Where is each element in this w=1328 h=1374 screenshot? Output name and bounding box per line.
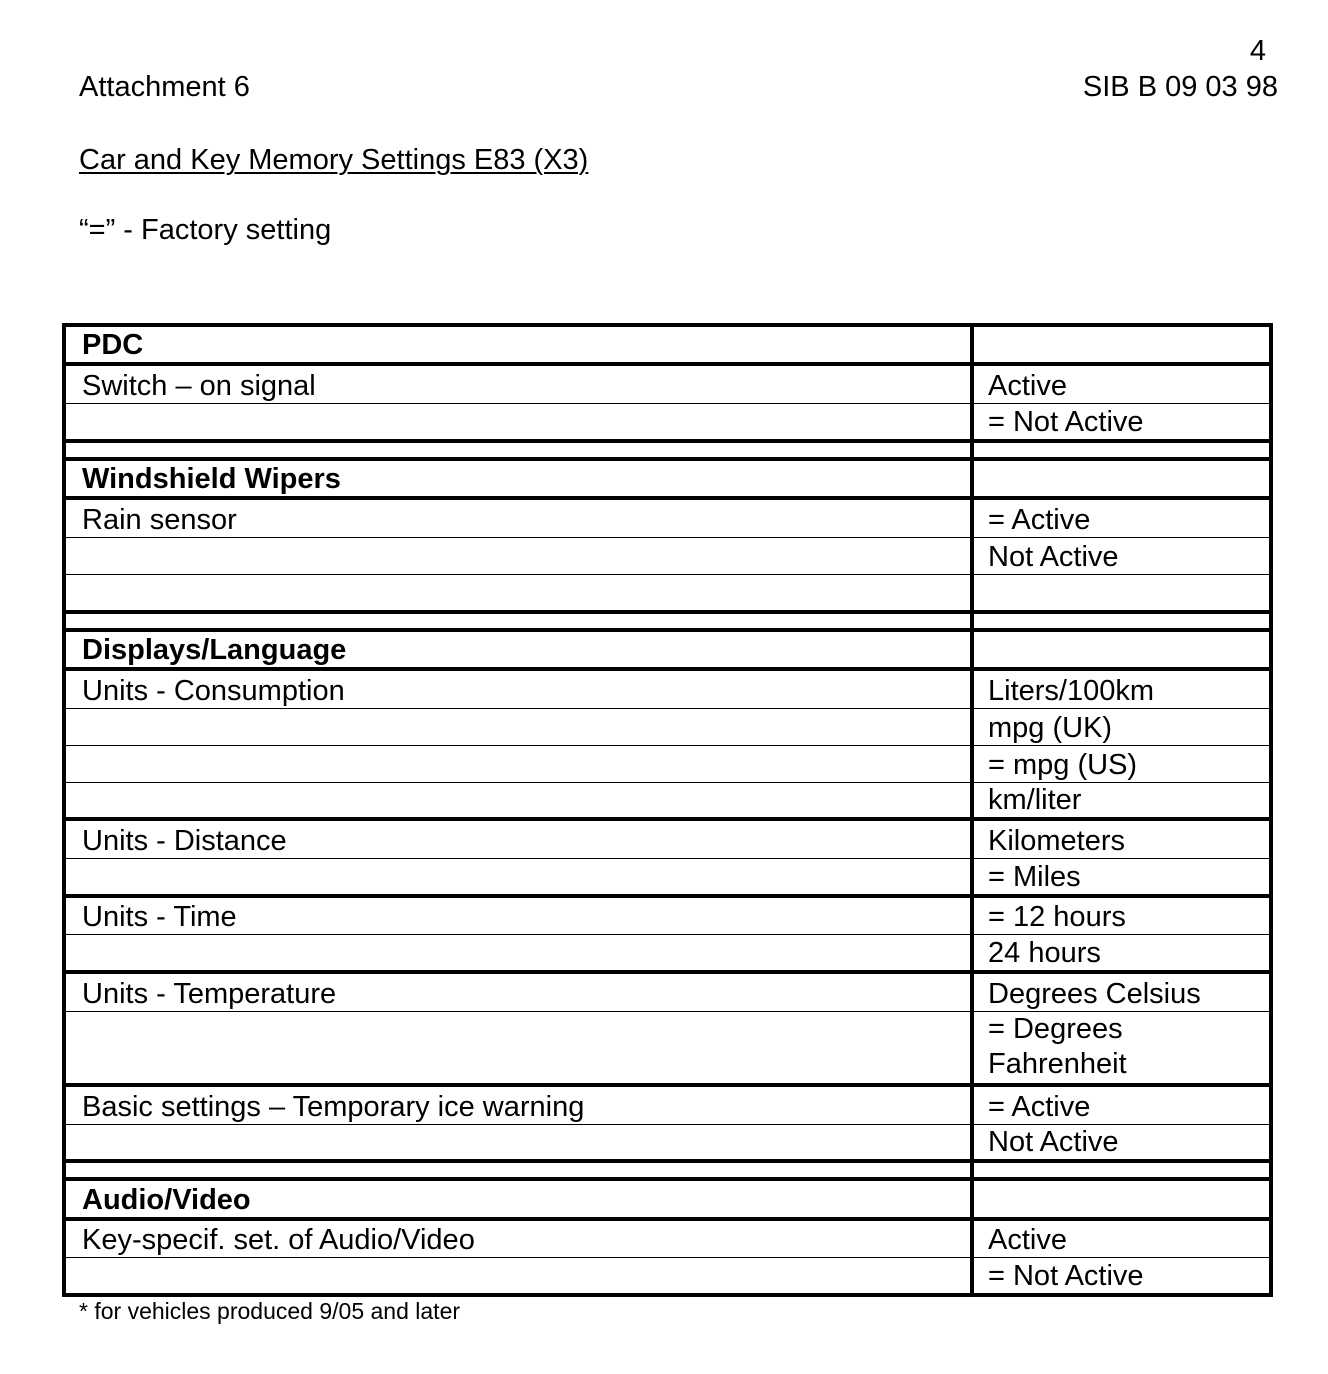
setting-label: Rain sensor	[64, 498, 972, 537]
setting-label: Units - Temperature	[64, 972, 972, 1011]
setting-label	[64, 1011, 972, 1084]
table-row	[64, 538, 1271, 575]
table-row	[64, 498, 1271, 537]
table-row	[64, 669, 1271, 708]
setting-value	[972, 575, 1271, 612]
table-row	[64, 972, 1271, 1011]
setting-label	[64, 859, 972, 896]
setting-value: = 12 hours	[972, 896, 1271, 935]
table-row	[64, 364, 1271, 403]
setting-value: Liters/100km	[972, 669, 1271, 708]
setting-label	[64, 538, 972, 575]
setting-value: = Active	[972, 498, 1271, 537]
setting-value	[972, 441, 1271, 459]
setting-value: Degrees Celsius	[972, 972, 1271, 1011]
setting-label: Units - Distance	[64, 819, 972, 858]
document-title: Car and Key Memory Settings E83 (X3)	[79, 144, 589, 176]
section-title: Audio/Video	[64, 1179, 972, 1218]
setting-value: km/liter	[972, 782, 1271, 819]
section-header-row	[64, 630, 1271, 669]
setting-value: = Active	[972, 1085, 1271, 1124]
table-row	[64, 896, 1271, 935]
section-title: Displays/Language	[64, 630, 972, 669]
setting-value	[972, 459, 1271, 498]
setting-value: mpg (UK)	[972, 709, 1271, 746]
setting-label	[64, 1161, 972, 1179]
factory-setting-legend: “=” - Factory setting	[79, 214, 332, 246]
setting-label	[64, 709, 972, 746]
setting-label	[64, 441, 972, 459]
setting-label	[64, 404, 972, 441]
setting-value: Not Active	[972, 538, 1271, 575]
spacer-row	[64, 1161, 1271, 1179]
section-title: PDC	[64, 325, 972, 364]
table-row	[64, 1085, 1271, 1124]
setting-value	[972, 1179, 1271, 1218]
setting-value	[972, 325, 1271, 364]
settings-table	[62, 323, 1273, 1297]
setting-label: Units - Consumption	[64, 669, 972, 708]
table-row	[64, 745, 1271, 782]
setting-value: Kilometers	[972, 819, 1271, 858]
table-row	[64, 1011, 1271, 1084]
table-row	[64, 935, 1271, 972]
table-row	[64, 1219, 1271, 1258]
footnote: * for vehicles produced 9/05 and later	[79, 1298, 461, 1324]
setting-label	[64, 1258, 972, 1295]
section-title: Windshield Wipers	[64, 459, 972, 498]
setting-value: Not Active	[972, 1124, 1271, 1161]
setting-label	[64, 745, 972, 782]
document-reference: SIB B 09 03 98	[1082, 71, 1278, 103]
table-row	[64, 404, 1271, 441]
setting-value: 24 hours	[972, 935, 1271, 972]
setting-value: Active	[972, 364, 1271, 403]
table-row	[64, 575, 1271, 612]
setting-value: = Degrees Fahrenheit	[972, 1011, 1271, 1084]
section-header-row	[64, 1179, 1271, 1218]
setting-label: Units - Time	[64, 896, 972, 935]
setting-label	[64, 612, 972, 630]
setting-value	[972, 612, 1271, 630]
setting-value: = Miles	[972, 859, 1271, 896]
setting-label	[64, 935, 972, 972]
setting-value: Active	[972, 1219, 1271, 1258]
table-row	[64, 1124, 1271, 1161]
setting-label: Key-specif. set. of Audio/Video	[64, 1219, 972, 1258]
setting-value: = mpg (US)	[972, 745, 1271, 782]
setting-value: = Not Active	[972, 404, 1271, 441]
section-header-row	[64, 459, 1271, 498]
page-number: 4	[1249, 35, 1266, 67]
setting-label	[64, 782, 972, 819]
setting-label	[64, 575, 972, 612]
table-row	[64, 1258, 1271, 1295]
section-header-row	[64, 325, 1271, 364]
setting-label: Switch – on signal	[64, 364, 972, 403]
setting-value	[972, 1161, 1271, 1179]
spacer-row	[64, 441, 1271, 459]
setting-label: Basic settings – Temporary ice warning	[64, 1085, 972, 1124]
setting-value: = Not Active	[972, 1258, 1271, 1295]
settings-table-body	[64, 325, 1271, 1295]
setting-label	[64, 1124, 972, 1161]
table-row	[64, 709, 1271, 746]
table-row	[64, 819, 1271, 858]
table-row	[64, 859, 1271, 896]
table-row	[64, 782, 1271, 819]
setting-value	[972, 630, 1271, 669]
spacer-row	[64, 612, 1271, 630]
attachment-label: Attachment 6	[79, 71, 250, 103]
